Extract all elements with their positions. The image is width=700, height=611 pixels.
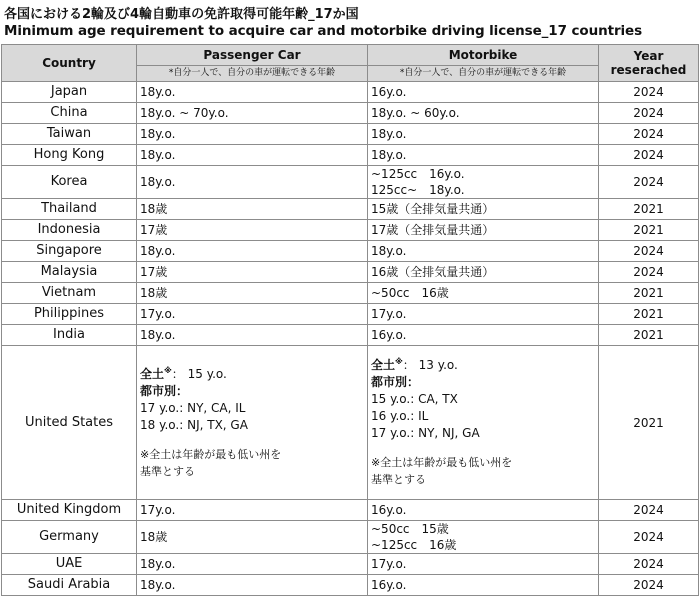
passenger-car-cell (137, 103, 368, 124)
year-cell: 2024 (599, 521, 699, 554)
car-value: 18歳 (140, 530, 168, 544)
passenger-car-cell (137, 575, 368, 596)
country-cell: Taiwan (2, 124, 137, 145)
us-bike-note2: 基準とする (371, 473, 426, 486)
us-bike-cell (368, 346, 599, 500)
table-row-thailand (2, 199, 699, 220)
passenger-car-cell (137, 82, 368, 103)
motorbike-cell (368, 199, 599, 220)
country-cell: Indonesia (2, 220, 137, 241)
table-row-indonesia (2, 220, 699, 241)
table-row-vietnam (2, 283, 699, 304)
us-bike-line1: 15 y.o.: CA, TX (371, 392, 458, 406)
bike-value: 16y.o. (371, 503, 407, 517)
title-english: Minimum age requirement to acquire car and motorbike driving license_17 countries (4, 23, 643, 39)
table-row-united-kingdom (2, 500, 699, 521)
passenger-car-cell (137, 500, 368, 521)
year-cell: 2021 (599, 283, 699, 304)
year-cell: 2024 (599, 241, 699, 262)
note-mark: ※ (164, 365, 172, 375)
passenger-car-cell (137, 325, 368, 346)
bike-value: 18y.o. (371, 244, 407, 258)
country-cell: Japan (2, 82, 137, 103)
car-value: 18y.o. (140, 578, 176, 592)
bike-value: 17y.o. (371, 307, 407, 321)
us-car-nationwide-value: ： 15 y.o. (171, 366, 227, 381)
bike-value: ~50cc 15歳 (371, 522, 449, 536)
motorbike-cell (368, 166, 599, 199)
country-cell: Saudi Arabia (2, 575, 137, 596)
car-value: 17y.o. (140, 503, 176, 517)
year-cell: 2024 (599, 103, 699, 124)
table-row-korea (2, 166, 699, 199)
car-value: 18歳 (140, 202, 168, 216)
us-car-nationwide-label: 全土 (140, 366, 165, 381)
passenger-car-cell (137, 554, 368, 575)
country-cell: China (2, 103, 137, 124)
car-value: 18歳 (140, 286, 168, 300)
year-cell: 2024 (599, 262, 699, 283)
year-cell: 2024 (599, 166, 699, 199)
us-car-nationwide (140, 366, 364, 383)
bike-value: ~125cc 16y.o. (371, 167, 465, 181)
bike-value: 18y.o. (371, 127, 407, 141)
bike-value: 16y.o. (371, 578, 407, 592)
car-value: 18y.o. (140, 175, 176, 189)
year-cell: 2021 (599, 304, 699, 325)
bike-value: ~125cc 16歳 (371, 538, 457, 552)
passenger-car-cell (137, 166, 368, 199)
country-cell: Germany (2, 521, 137, 554)
us-bike-nationwide-value: ： 13 y.o. (402, 358, 458, 372)
license-age-table (1, 44, 699, 596)
year-cell: 2021 (599, 325, 699, 346)
bike-value: 18y.o. ~ 60y.o. (371, 106, 460, 120)
table-row-saudi-arabia (2, 575, 699, 596)
bike-value: 15歳（全排気量共通） (371, 202, 495, 216)
year-cell: 2021 (599, 220, 699, 241)
bike-value: 16歳（全排気量共通） (371, 265, 495, 279)
motorbike-cell (368, 82, 599, 103)
header-country: Country (2, 45, 137, 82)
header-year-researched (599, 45, 699, 82)
passenger-car-cell (137, 145, 368, 166)
us-bike-nationwide-label: 全土 (371, 358, 396, 372)
us-car-line1: 17 y.o.: NY, CA, IL (140, 400, 246, 415)
car-value: 18y.o. (140, 127, 176, 141)
car-value: 18y.o. (140, 328, 176, 342)
country-cell: Thailand (2, 199, 137, 220)
year-cell: 2024 (599, 575, 699, 596)
car-value: 18y.o. (140, 557, 176, 571)
us-bike-by-city: 都市別： (371, 375, 420, 389)
us-car-by-city: 都市別： (140, 383, 189, 398)
year-cell: 2021 (599, 199, 699, 220)
car-value: 17歳 (140, 265, 168, 279)
table-row-china (2, 103, 699, 124)
bike-value: 16y.o. (371, 328, 407, 342)
country-cell: Hong Kong (2, 145, 137, 166)
bike-value: 17y.o. (371, 557, 407, 571)
motorbike-cell (368, 283, 599, 304)
motorbike-cell (368, 500, 599, 521)
motorbike-cell (368, 103, 599, 124)
passenger-car-cell (137, 241, 368, 262)
table-row-germany (2, 521, 699, 554)
car-value: 17y.o. (140, 307, 176, 321)
country-cell: Singapore (2, 241, 137, 262)
table-row-uae (2, 554, 699, 575)
country-cell: Vietnam (2, 283, 137, 304)
header-passenger-car: Passenger Car (137, 45, 368, 66)
table-body-top (2, 82, 699, 346)
table-row-japan (2, 82, 699, 103)
year-cell: 2024 (599, 500, 699, 521)
passenger-car-cell (137, 283, 368, 304)
country-cell: Korea (2, 166, 137, 199)
table-row-taiwan (2, 124, 699, 145)
bike-value: 125cc~ 18y.o. (371, 183, 465, 197)
header-motorbike: Motorbike (368, 45, 599, 66)
motorbike-cell (368, 220, 599, 241)
spacer (371, 442, 595, 454)
header-year-line2: reserached (610, 63, 687, 77)
passenger-car-cell (137, 220, 368, 241)
country-cell: United States (2, 346, 137, 500)
car-value: 18y.o. (140, 244, 176, 258)
car-value: 18y.o. ~ 70y.o. (140, 106, 229, 120)
header-bike-note: *自分一人で、自分の車が運転できる年齢 (368, 66, 599, 82)
table-row-malaysia (2, 262, 699, 283)
motorbike-cell (368, 554, 599, 575)
us-car-cell (137, 346, 368, 500)
passenger-car-cell (137, 199, 368, 220)
motorbike-cell (368, 521, 599, 554)
passenger-car-cell (137, 521, 368, 554)
passenger-car-cell (137, 262, 368, 283)
motorbike-cell (368, 241, 599, 262)
passenger-car-cell (137, 124, 368, 145)
car-value: 18y.o. (140, 85, 176, 99)
year-cell: 2024 (599, 145, 699, 166)
note-mark: ※ (395, 357, 403, 366)
country-cell: India (2, 325, 137, 346)
table-row-philippines (2, 304, 699, 325)
country-cell: UAE (2, 554, 137, 575)
us-car-line2: 18 y.o.: NJ, TX, GA (140, 417, 248, 432)
year-cell: 2024 (599, 124, 699, 145)
motorbike-cell (368, 145, 599, 166)
title-japanese: 各国における2輪及び4輪自動車の免許取得可能年齢_17か国 (4, 7, 359, 22)
table-row-hong-kong (2, 145, 699, 166)
year-cell: 2024 (599, 82, 699, 103)
motorbike-cell (368, 124, 599, 145)
motorbike-cell (368, 304, 599, 325)
us-car-note2: 基準とする (140, 464, 195, 478)
table-row-india (2, 325, 699, 346)
car-value: 17歳 (140, 223, 168, 237)
bike-value: 17歳（全排気量共通） (371, 223, 495, 237)
bike-value: ~50cc 16歳 (371, 286, 449, 300)
table-row-united-states (2, 346, 699, 500)
us-bike-line3: 17 y.o.: NY, NJ, GA (371, 426, 480, 440)
spacer (140, 434, 364, 446)
motorbike-cell (368, 262, 599, 283)
bike-value: 16y.o. (371, 85, 407, 99)
year-cell: 2024 (599, 554, 699, 575)
car-value: 18y.o. (140, 148, 176, 162)
country-cell: United Kingdom (2, 500, 137, 521)
passenger-car-cell (137, 304, 368, 325)
us-bike-line2: 16 y.o.: IL (371, 409, 429, 423)
us-bike-note1: ※全土は年齢が最も低い州を (371, 456, 513, 469)
bike-value: 18y.o. (371, 148, 407, 162)
motorbike-cell (368, 575, 599, 596)
country-cell: Malaysia (2, 262, 137, 283)
table-body-bottom (2, 500, 699, 596)
us-bike-nationwide (371, 357, 595, 374)
header-year-line1: Year (633, 49, 664, 63)
us-car-note1: ※全土は年齢が最も低い州を (140, 447, 282, 461)
header-car-note: *自分一人で、自分の車が運転できる年齢 (137, 66, 368, 82)
table-row-singapore (2, 241, 699, 262)
year-cell: 2021 (599, 346, 699, 500)
table-body-us (2, 346, 699, 500)
country-cell: Philippines (2, 304, 137, 325)
motorbike-cell (368, 325, 599, 346)
